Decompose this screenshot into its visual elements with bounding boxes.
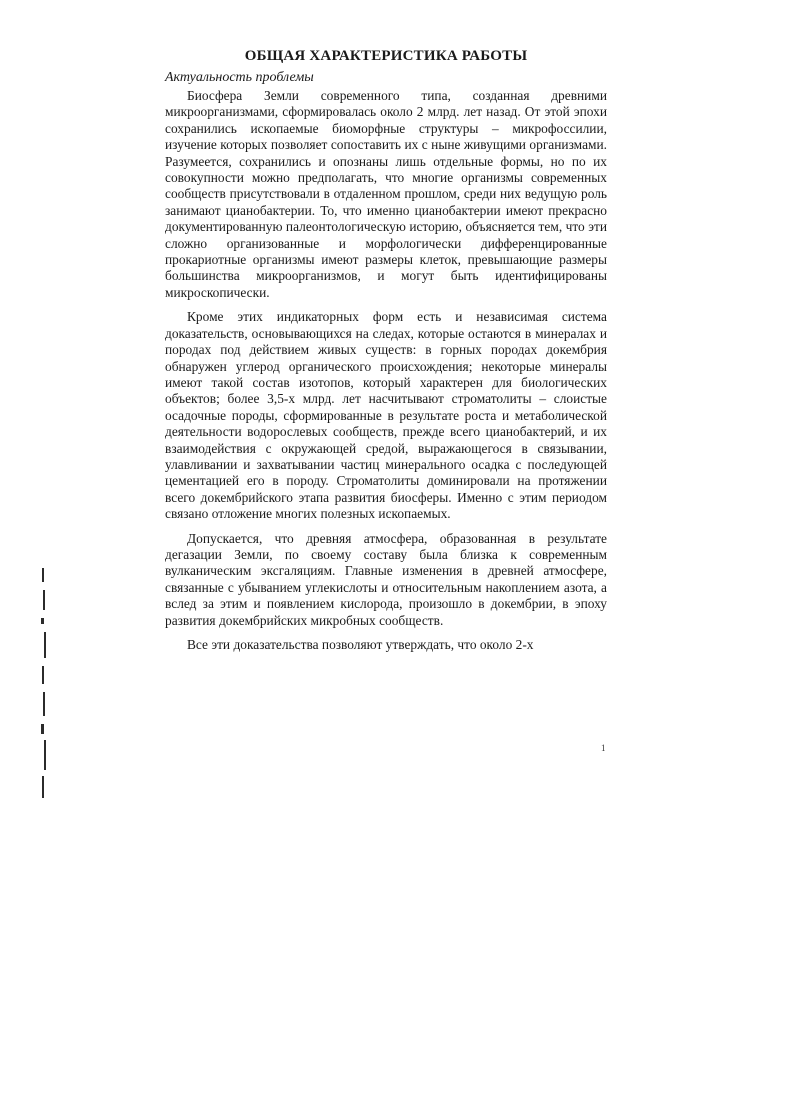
document-body bbox=[165, 47, 607, 661]
section-heading: Актуальность проблемы bbox=[165, 70, 314, 85]
scan-mark bbox=[43, 590, 45, 610]
scan-mark bbox=[41, 724, 44, 734]
scan-mark bbox=[42, 776, 44, 798]
page-number: 1 bbox=[601, 743, 606, 753]
scan-mark bbox=[41, 618, 44, 624]
scan-margin-artifacts bbox=[36, 568, 50, 800]
paragraph-3: Допускается, что древняя атмосфера, образованная в результате дегазации Земли, по своему составу была близка к современным вулканическим эксгаляциям. Главные изменения в древней атмосфере, связанные с убыванием углекислоты и относительным накоплением азота, а вслед за этим и появлением кислорода, произошло в докембрии, в эпоху развития докембрийских микробных сообществ. bbox=[165, 530, 607, 628]
scan-mark bbox=[43, 692, 45, 716]
paragraph-4: Все эти доказательства позволяют утверждать, что около 2-х bbox=[187, 637, 534, 652]
scan-mark bbox=[42, 568, 44, 582]
scan-mark bbox=[44, 632, 46, 658]
scan-mark bbox=[42, 666, 44, 684]
paragraph-2: Кроме этих индикаторных форм есть и независимая система доказательств, основывающихся на следах, которые остаются в минералах и породах под действием живых существ: в горных породах докембрия обнаружен углерод органического происхождения; некоторые минералы имеют такой состав изотопов, который характерен для биологических объектов; более 3,5-х млрд. лет насчитывают строматолиты – слоистые осадочные породы, сформированные в результате роста и метаболической деятельности водорослевых сообществ, прежде всего цианобактерий, и их взаимодействия с окружающей средой, выражающегося в связывании, улавливании и захватывании частиц минерального осадка с последующей цементацией его в породу. Строматолиты доминировали на протяжении всего докембрийского этапа развития биосферы. Именно с этим периодом связано отложение многих полезных ископаемых. bbox=[165, 309, 607, 522]
scan-mark bbox=[44, 740, 46, 770]
document-title: ОБЩАЯ ХАРАКТЕРИСТИКА РАБОТЫ bbox=[244, 48, 528, 64]
paragraph-1: Биосфера Земли современного типа, созданная древними микроорганизмами, сформировалась около 2 млрд. лет назад. От этой эпохи сохранились ископаемые биоморфные структуры – микрофоссилии, изучение которых позволяет сопоставить их с ныне живущими организмами. Разумеется, сохранились и опознаны лишь отдельные формы, но по их совокупности можно предполагать, что многие организмы современных сообществ присутствовали в отдаленном прошлом, среди них ведущую роль занимают цианобактерии. То, что именно цианобактерии имеют прекрасно документированную палеонтологическую историю, объясняется тем, что эти сложно организованные и морфологически дифференцированные прокариотные организмы имеют размеры клеток, превышающие размеры большинства микроорганизмов, и могут быть идентифицированы микроскопически. bbox=[165, 88, 607, 300]
